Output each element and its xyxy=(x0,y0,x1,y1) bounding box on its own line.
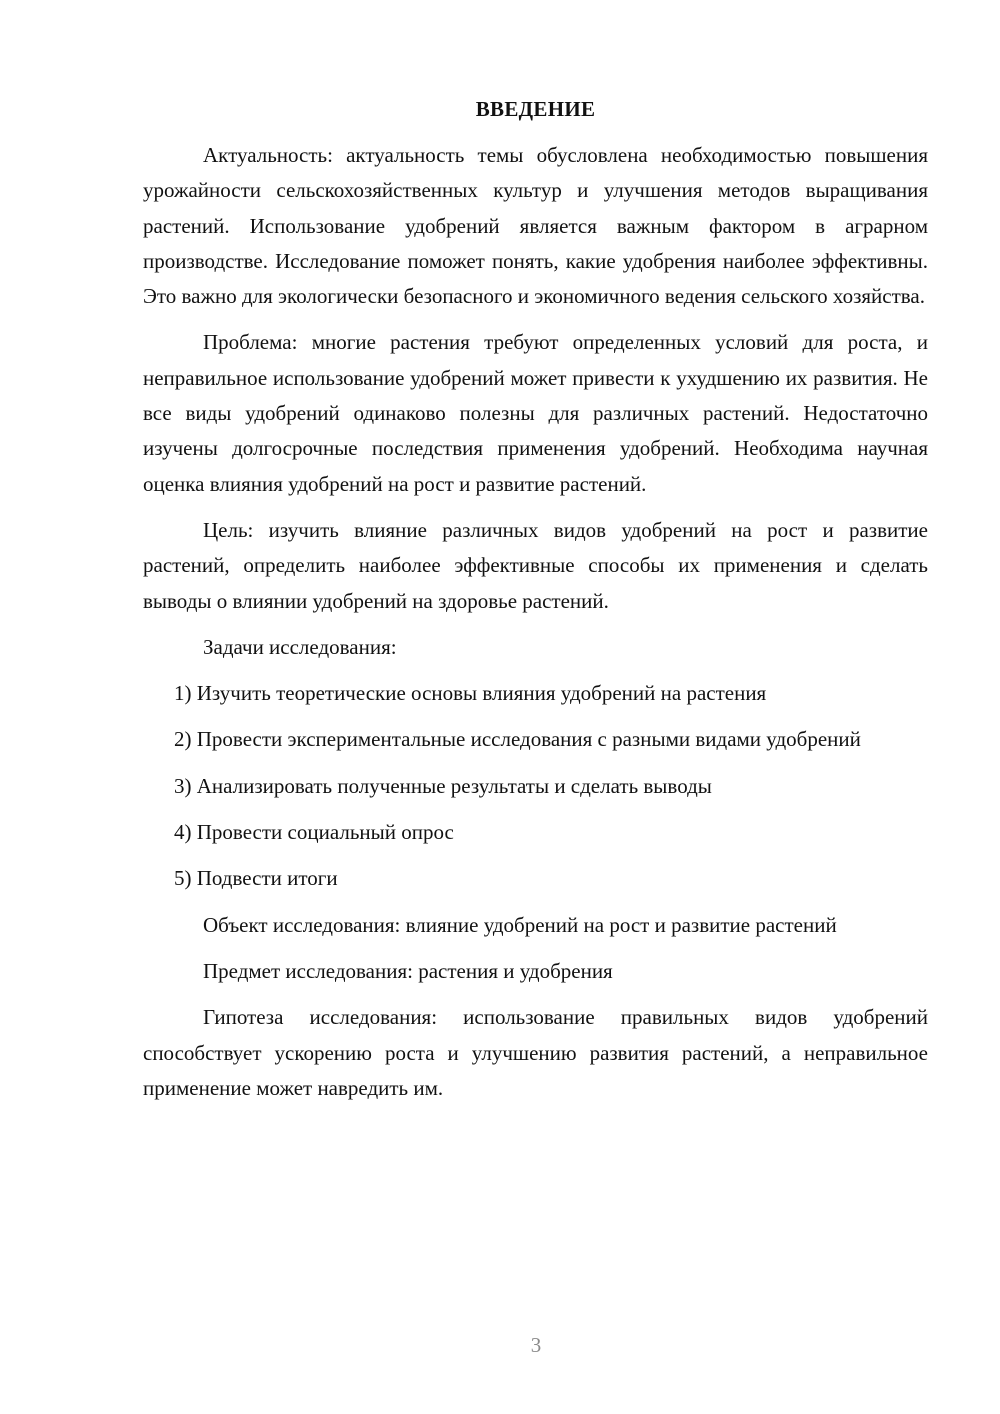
task-item: 3) Анализировать полученные результаты и сделать выводы xyxy=(174,773,712,798)
subject-paragraph: Предмет исследования: растения и удобрения xyxy=(203,958,613,983)
tasks-heading: Задачи исследования: xyxy=(203,634,397,659)
task-item: 5) Подвести итоги xyxy=(174,866,338,891)
page-content xyxy=(143,92,928,1117)
problem-paragraph: Проблема: многие растения требуют определенных условий для роста, и неправильное использование удобрений может привести к ухудшению их развития. Не все виды удобрений одинаково полезны для различных растений. Недостаточно изучены долгосрочные последствия применения удобрений. Необходима научная оценка влияния удобрений на рост и развитие растений. xyxy=(143,330,928,496)
task-item: 2) Провести экспериментальные исследования с разными видами удобрений xyxy=(174,727,861,752)
goal-paragraph: Цель: изучить влияние различных видов удобрений на рост и развитие растений, определить наиболее эффективные способы их применения и сделать выводы о влиянии удобрений на здоровье растений. xyxy=(143,517,928,613)
page-number: 3 xyxy=(530,1333,542,1357)
task-item: 1) Изучить теоретические основы влияния удобрений на растения xyxy=(174,681,767,706)
relevance-paragraph: Актуальность: актуальность темы обусловлена необходимостью повышения урожайности сельскохозяйственных культур и улучшения методов выращивания растений. Использование удобрений является важным фактором в аграрном производстве. Исследование поможет понять, какие удобрения наиболее эффективны. Это важно для экологически безопасного и экономичного ведения сельского хозяйства. xyxy=(143,143,928,309)
section-title: ВВЕДЕНИЕ xyxy=(475,97,596,121)
hypothesis-paragraph: Гипотеза исследования: использование правильных видов удобрений способствует ускорению роста и улучшению развития растений, а неправильное применение может навредить им. xyxy=(143,1005,928,1100)
task-item: 4) Провести социальный опрос xyxy=(174,820,454,845)
object-paragraph: Объект исследования: влияние удобрений на рост и развитие растений xyxy=(203,912,837,937)
